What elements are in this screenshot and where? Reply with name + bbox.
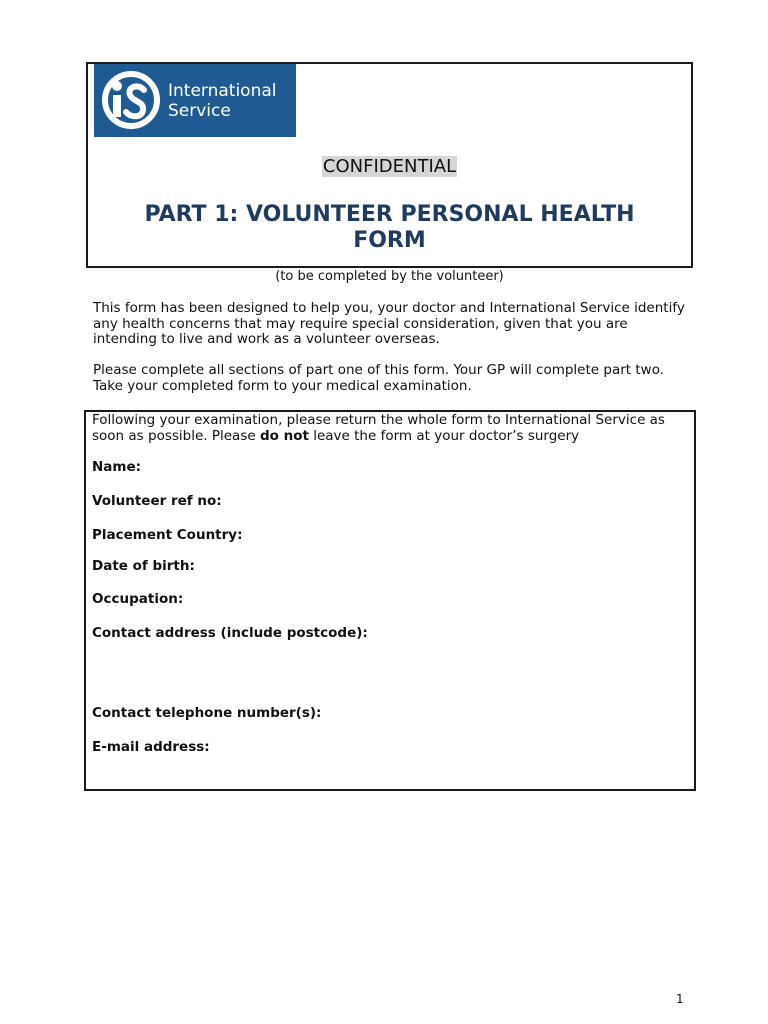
form-subtitle: (to be completed by the volunteer)	[275, 269, 504, 284]
personal-details-box	[84, 410, 696, 791]
return-text-after: leave the form at your doctor’s surgery	[308, 427, 580, 444]
return-text-emphasis: do not	[259, 427, 309, 444]
return-text-before: Following your examination, please return the whole form to International Service as soon as possible. Please	[92, 412, 665, 444]
occupation-field-label: Occupation:	[92, 591, 184, 607]
name-field-label: Name:	[92, 459, 142, 475]
confidential-label	[88, 156, 691, 178]
logo-text-line2: Service	[168, 101, 231, 121]
intro-paragraph-1: This form has been designed to help you, your doctor and International Service identify any health concerns that may require special consideration, given that you are intending to live and work as a volunteer overseas.	[93, 300, 685, 347]
volunteer-ref-field-label: Volunteer ref no:	[92, 493, 222, 509]
header-box	[86, 62, 693, 268]
email-address-field-label: E-mail address:	[92, 739, 210, 755]
contact-address-field-label: Contact address (include postcode):	[92, 625, 368, 641]
placement-country-field-label: Placement Country:	[92, 527, 243, 543]
logo-text	[168, 81, 277, 121]
date-of-birth-field-label: Date of birth:	[92, 558, 195, 574]
confidential-text: CONFIDENTIAL	[322, 156, 457, 177]
contact-telephone-field-label: Contact telephone number(s):	[92, 705, 322, 721]
intro-paragraph-2: Please complete all sections of part one of this form. Your GP will complete part two. Take your completed form to your medical examination.	[93, 362, 665, 394]
return-instructions	[92, 413, 690, 444]
page-number: 1	[676, 992, 684, 1006]
international-service-logo	[94, 64, 296, 137]
is-logo-icon	[102, 70, 160, 130]
logo-text-line1: International	[168, 81, 277, 101]
form-title: PART 1: VOLUNTEER PERSONAL HEALTH FORM	[144, 202, 635, 253]
